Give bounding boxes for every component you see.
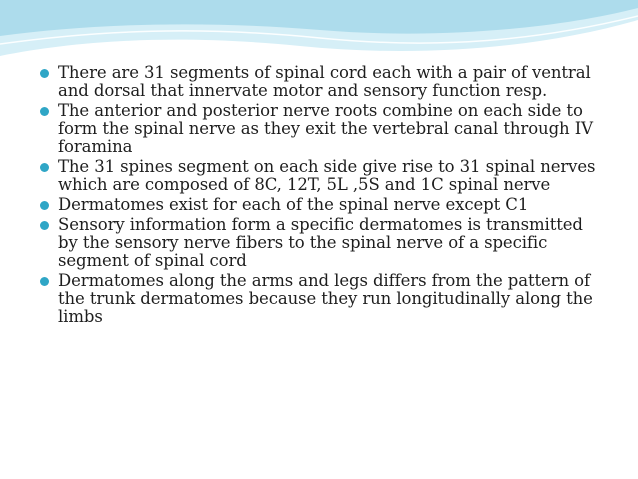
bullet-text: Dermatomes along the arms and legs differs from the pattern of the trunk dermatomes because they run longitudinally along the limbs [58, 271, 593, 326]
bullet-text: Sensory information form a specific dermatomes is transmitted by the sensory nerve fibers to the spinal nerve of a specific segment of spinal cord [58, 215, 583, 270]
bullet-text: The anterior and posterior nerve roots combine on each side to form the spinal nerve as they exit the vertebral canal through IV foramina [58, 101, 593, 156]
bullet-dot-icon [40, 163, 49, 172]
bullet-dot-icon [40, 107, 49, 116]
bullet-text: Dermatomes exist for each of the spinal nerve except C1 [58, 195, 529, 214]
bullet-dot-icon [40, 201, 49, 210]
bullet-list [40, 64, 600, 328]
bullet-item [40, 216, 600, 270]
bullet-item [40, 102, 600, 156]
bullet-item [40, 64, 600, 100]
bullet-text: There are 31 segments of spinal cord each with a pair of ventral and dorsal that innervate motor and sensory function resp. [58, 63, 591, 100]
bullet-item [40, 158, 600, 194]
bullet-text: The 31 spines segment on each side give rise to 31 spinal nerves which are composed of 8C, 12T, 5L ,5S and 1C spinal nerve [58, 157, 596, 194]
bullet-item [40, 196, 600, 214]
bullet-dot-icon [40, 69, 49, 78]
bullet-dot-icon [40, 221, 49, 230]
bullet-item [40, 272, 600, 326]
bullet-dot-icon [40, 277, 49, 286]
header-wave-decoration [0, 0, 638, 70]
